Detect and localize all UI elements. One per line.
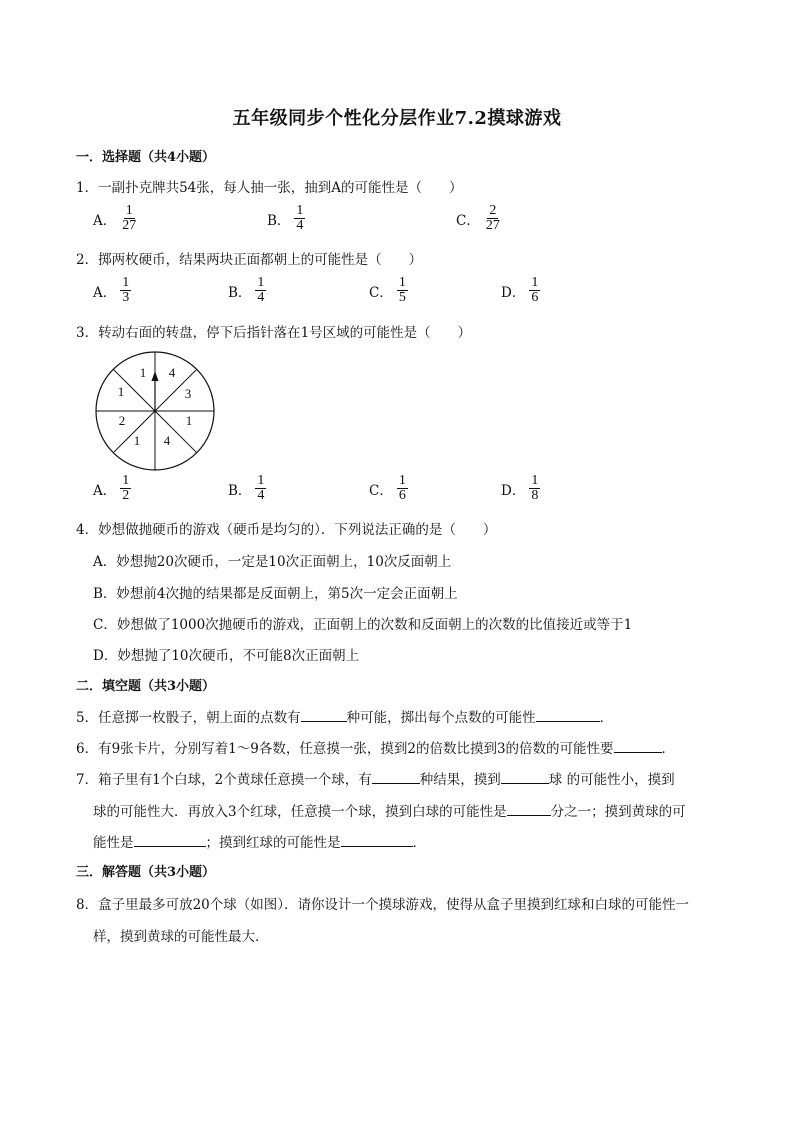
fraction [397, 474, 408, 503]
fraction [255, 276, 266, 305]
q2-option-c [369, 276, 408, 305]
question-6 [76, 737, 675, 757]
section-heading-choice: 一．选择题（共4小题） [76, 150, 216, 165]
fraction [120, 204, 138, 233]
numerator: 1 [296, 203, 304, 218]
numerator: 1 [122, 275, 130, 290]
wheel-sector-label: 4 [168, 365, 176, 380]
option-letter: C． [456, 212, 480, 229]
fraction [529, 276, 540, 305]
denominator: 4 [296, 218, 304, 233]
question-3-stem: 3．转动右面的转盘，停下后指针落在1号区域的可能性是（ ） [76, 325, 472, 341]
denominator: 5 [398, 290, 406, 305]
answer-blank[interactable] [301, 708, 347, 722]
denominator: 27 [122, 218, 137, 233]
denominator: 2 [122, 488, 130, 503]
numerator: 1 [125, 203, 133, 218]
question-1-stem: 1．一副扑克牌共54张，每人抽一张，抽到A的可能性是（ ） [76, 180, 463, 196]
numerator: 1 [122, 473, 130, 488]
q6-text: 6．有9张卡片，分别写着1～9各数，任意摸一张，摸到2的倍数比摸到3的倍数的可能性要 [76, 741, 614, 757]
numerator: 2 [489, 203, 497, 218]
q5-text: 5．任意掷一枚骰子，朝上面的点数有 [76, 710, 301, 726]
q1-option-b [267, 204, 305, 233]
wheel-sector-label: 1 [117, 384, 125, 399]
answer-blank[interactable] [536, 708, 600, 722]
q1-option-a [93, 204, 138, 233]
option-letter: C． [369, 482, 393, 499]
fraction [120, 276, 131, 305]
wheel-sector-label: 3 [184, 386, 192, 401]
q3-option-b [228, 474, 266, 503]
numerator: 1 [257, 473, 265, 488]
q3-option-a [93, 474, 131, 503]
fraction [255, 474, 266, 503]
numerator: 1 [257, 275, 265, 290]
fraction [529, 474, 540, 503]
fraction [120, 474, 131, 503]
q2-option-a [93, 276, 131, 305]
arrow-icon [152, 371, 159, 381]
q5-text: 种可能，掷出每个点数的可能性 [346, 710, 536, 726]
question-8-line-1: 8．盒子里最多可放20个球（如图）．请你设计一个摸球游戏，使得从盒子里摸到红球和白球的可能性一 [76, 897, 690, 913]
fraction [484, 204, 502, 233]
q4-option-b: B．妙想前4次抛的结果都是反面朝上，第5次一定会正面朝上 [93, 586, 458, 602]
q2-option-b [228, 276, 266, 305]
wheel-sector-label: 1 [185, 413, 193, 428]
numerator: 1 [531, 275, 539, 290]
q5-text: ． [599, 710, 614, 726]
q7-text: ；摸到红球的可能性是 [205, 835, 341, 851]
question-8-line-2: 样，摸到黄球的可能性最大． [93, 929, 269, 945]
denominator: 8 [531, 488, 539, 503]
wheel-sector-label: 4 [163, 433, 171, 448]
q7-text: 球的可能性大．再放入3个红球，任意摸一个球，摸到白球的可能性是 [93, 804, 507, 820]
page-title: 五年级同步个性化分层作业7.2摸球游戏 [232, 108, 562, 129]
denominator: 6 [398, 488, 406, 503]
q6-text: ． [661, 741, 676, 757]
answer-blank[interactable] [507, 802, 551, 816]
question-4-stem: 4．妙想做抛硬币的游戏（硬币是均匀的）．下列说法正确的是（ ） [76, 522, 497, 538]
question-2-stem: 2．掷两枚硬币，结果两块正面都朝上的可能性是（ ） [76, 252, 423, 268]
q7-text: 7．箱子里有1个白球，2个黄球任意摸一个球，有 [76, 772, 372, 788]
section-heading-fill: 二．填空题（共3小题） [76, 679, 216, 694]
wheel-sector-label: 2 [118, 413, 126, 428]
question-5 [76, 706, 613, 726]
q7-text: 球 的可能性小，摸到 [548, 772, 675, 788]
option-letter: A． [93, 482, 117, 499]
numerator: 1 [531, 473, 539, 488]
q3-option-d [501, 474, 540, 503]
answer-blank[interactable] [134, 833, 206, 847]
q1-option-c [456, 204, 502, 233]
fraction [294, 204, 305, 233]
wheel-sector-label: 1 [133, 433, 141, 448]
option-letter: D． [501, 284, 526, 301]
denominator: 3 [122, 290, 130, 305]
option-letter: B． [228, 284, 252, 301]
option-letter: D． [501, 482, 526, 499]
answer-blank[interactable] [341, 833, 413, 847]
q4-option-a: A．妙想抛20次硬币，一定是10次正面朝上，10次反面朝上 [93, 554, 452, 570]
option-letter: B． [228, 482, 252, 499]
q7-text: 种结果，摸到 [419, 772, 501, 788]
fraction [397, 276, 408, 305]
answer-blank[interactable] [501, 770, 549, 784]
option-letter: A． [93, 212, 117, 229]
answer-blank[interactable] [614, 739, 662, 753]
q3-option-c [369, 474, 408, 503]
numerator: 1 [398, 473, 406, 488]
numerator: 1 [398, 275, 406, 290]
option-letter: B． [267, 212, 291, 229]
answer-blank[interactable] [372, 770, 420, 784]
q4-option-c: C．妙想做了1000次抛硬币的游戏，正面朝上的次数和反面朝上的次数的比值接近或等于1 [93, 617, 633, 633]
option-letter: C． [369, 284, 393, 301]
spinner-wheel-diagram [94, 350, 216, 472]
q7-text: ． [412, 835, 426, 851]
option-letter: A． [93, 284, 117, 301]
denominator: 4 [257, 290, 265, 305]
q4-option-d: D．妙想抛了10次硬币，不可能8次正面朝上 [93, 648, 360, 664]
wheel-sector-label: 1 [139, 365, 147, 380]
question-7-line-2 [93, 800, 686, 820]
q7-text: 能性是 [93, 835, 134, 851]
denominator: 4 [257, 488, 265, 503]
section-heading-answer: 三．解答题（共3小题） [76, 865, 216, 880]
question-7-line-1 [76, 768, 675, 788]
question-7-line-3 [93, 831, 426, 851]
denominator: 6 [531, 290, 539, 305]
denominator: 27 [485, 218, 500, 233]
q2-option-d [501, 276, 540, 305]
q7-text: 分之一；摸到黄球的可 [550, 804, 686, 820]
